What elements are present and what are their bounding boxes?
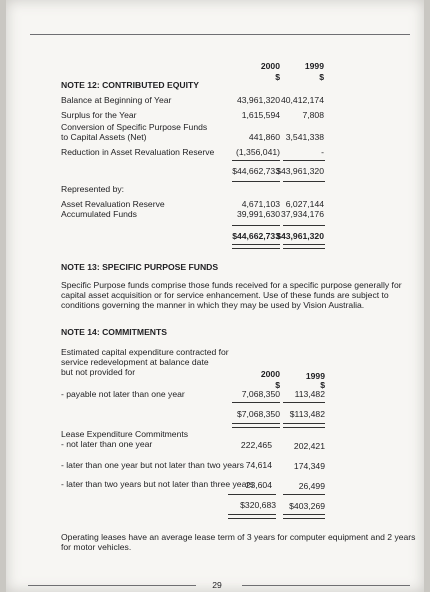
- double-rule: [283, 514, 325, 519]
- note14-intro-line: but not provided for: [61, 367, 136, 377]
- lease-row-2000: 222,465: [240, 440, 272, 450]
- note12-row-1999: -: [321, 147, 324, 157]
- double-rule: [228, 514, 276, 519]
- rep-row-label: Asset Revaluation Reserve: [61, 199, 165, 209]
- lease-row-2000: 74,614: [245, 460, 272, 470]
- note13-paragraph-line: capital asset acquisition or for service enhancement. Use of these funds are subject to: [61, 290, 389, 300]
- capex-row-1999: 113,482: [294, 389, 325, 399]
- rep-total-1999: $43,961,320: [276, 231, 324, 241]
- subtotal-rule: [283, 225, 325, 226]
- lease-row-label: - not later than one year: [61, 439, 153, 449]
- footer-rule-left: [28, 585, 196, 586]
- footnote-line: Operating leases have an average lease term of 3 years for computer equipment and 2 years: [61, 532, 416, 542]
- lease-row-1999: 26,499: [298, 481, 325, 491]
- rep-row-1999: 6,027,144: [285, 199, 324, 209]
- double-rule: [283, 423, 325, 428]
- note13-paragraph-line: Specific Purpose funds comprise those funds received for a specific purpose generally for: [61, 280, 402, 290]
- lease-row-1999: 174,349: [293, 461, 325, 471]
- subtotal-rule: [283, 494, 325, 495]
- note12-row-label: Reduction in Asset Revaluation Reserve: [61, 147, 215, 157]
- note12-row-label: Conversion of Specific Purpose Funds: [61, 122, 208, 132]
- subtotal-rule: [232, 402, 280, 403]
- report-page: [6, 0, 424, 592]
- lease-total-1999: $403,269: [289, 501, 325, 511]
- double-rule: [232, 244, 280, 249]
- currency-2000-header: $: [275, 72, 280, 82]
- subtotal-rule: [283, 160, 325, 161]
- note14-currency-2000: $: [275, 380, 280, 390]
- lease-row-1999: 202,421: [293, 441, 325, 451]
- note12-row-2000: 441,860: [248, 132, 280, 142]
- note14-year-1999: 1999: [305, 371, 325, 381]
- note12-row-label: Balance at Beginning of Year: [61, 95, 172, 105]
- lease-row-label: - later than one year but not later than two years: [61, 460, 244, 470]
- capex-total-1999: $113,482: [289, 409, 325, 419]
- note14-intro-line: service redevelopment at balance date: [61, 357, 209, 367]
- note12-row-2000: 43,961,320: [236, 95, 280, 105]
- rep-row-2000: 39,991,630: [236, 209, 280, 219]
- subtotal-rule: [232, 160, 280, 161]
- lease-title: Lease Expenditure Commitments: [61, 429, 189, 439]
- note12-row-1999: 7,808: [302, 110, 324, 120]
- footer-rule-right: [242, 585, 410, 586]
- note14-year-2000: 2000: [260, 369, 280, 379]
- note12-row-label: Surplus for the Year: [61, 110, 137, 120]
- capex-total-2000: $7,068,350: [236, 409, 280, 419]
- note13-title: NOTE 13: SPECIFIC PURPOSE FUNDS: [61, 262, 219, 272]
- note12-title: NOTE 12: CONTRIBUTED EQUITY: [61, 80, 199, 90]
- double-rule: [283, 244, 325, 249]
- total-rule: [232, 181, 280, 182]
- year-2000-header: 2000: [260, 61, 280, 71]
- represented-by-label: Represented by:: [61, 184, 125, 194]
- rep-row-2000: 4,671,103: [241, 199, 280, 209]
- lease-row-label: - later than two years but not later than three years: [61, 479, 254, 489]
- capex-row-label: - payable not later than one year: [61, 389, 185, 399]
- note12-row-2000: (1,356,041): [236, 147, 280, 157]
- page-number: 29: [212, 580, 222, 590]
- note12-total-1999: $43,961,320: [276, 166, 324, 176]
- note14-currency-1999: $: [320, 380, 325, 390]
- top-rule: [30, 34, 410, 35]
- note12-row-2000: 1,615,594: [241, 110, 280, 120]
- rep-row-label: Accumulated Funds: [61, 209, 137, 219]
- double-rule: [232, 423, 280, 428]
- note12-row-label-cont: to Capital Assets (Net): [61, 132, 147, 142]
- note14-title: NOTE 14: COMMITMENTS: [61, 327, 167, 337]
- total-rule: [283, 181, 325, 182]
- year-1999-header: 1999: [304, 61, 324, 71]
- note12-row-1999: 40,412,174: [280, 95, 324, 105]
- lease-total-2000: $320,683: [240, 500, 276, 510]
- note12-row-1999: 3,541,338: [285, 132, 324, 142]
- currency-1999-header: $: [319, 72, 324, 82]
- note12-total-2000: $44,662,733: [232, 166, 280, 176]
- subtotal-rule: [283, 402, 325, 403]
- capex-row-2000: 7,068,350: [241, 389, 280, 399]
- rep-total-2000: $44,662,733: [232, 231, 280, 241]
- rep-row-1999: 37,934,176: [280, 209, 324, 219]
- subtotal-rule: [228, 494, 276, 495]
- note14-intro-line: Estimated capital expenditure contracted for: [61, 347, 229, 357]
- note13-paragraph-line: conditions governing the manner in which they may be used by Vision Australia.: [61, 300, 365, 310]
- lease-row-2000: 23,604: [245, 480, 272, 490]
- subtotal-rule: [232, 225, 280, 226]
- footnote-line: for motor vehicles.: [61, 542, 132, 552]
